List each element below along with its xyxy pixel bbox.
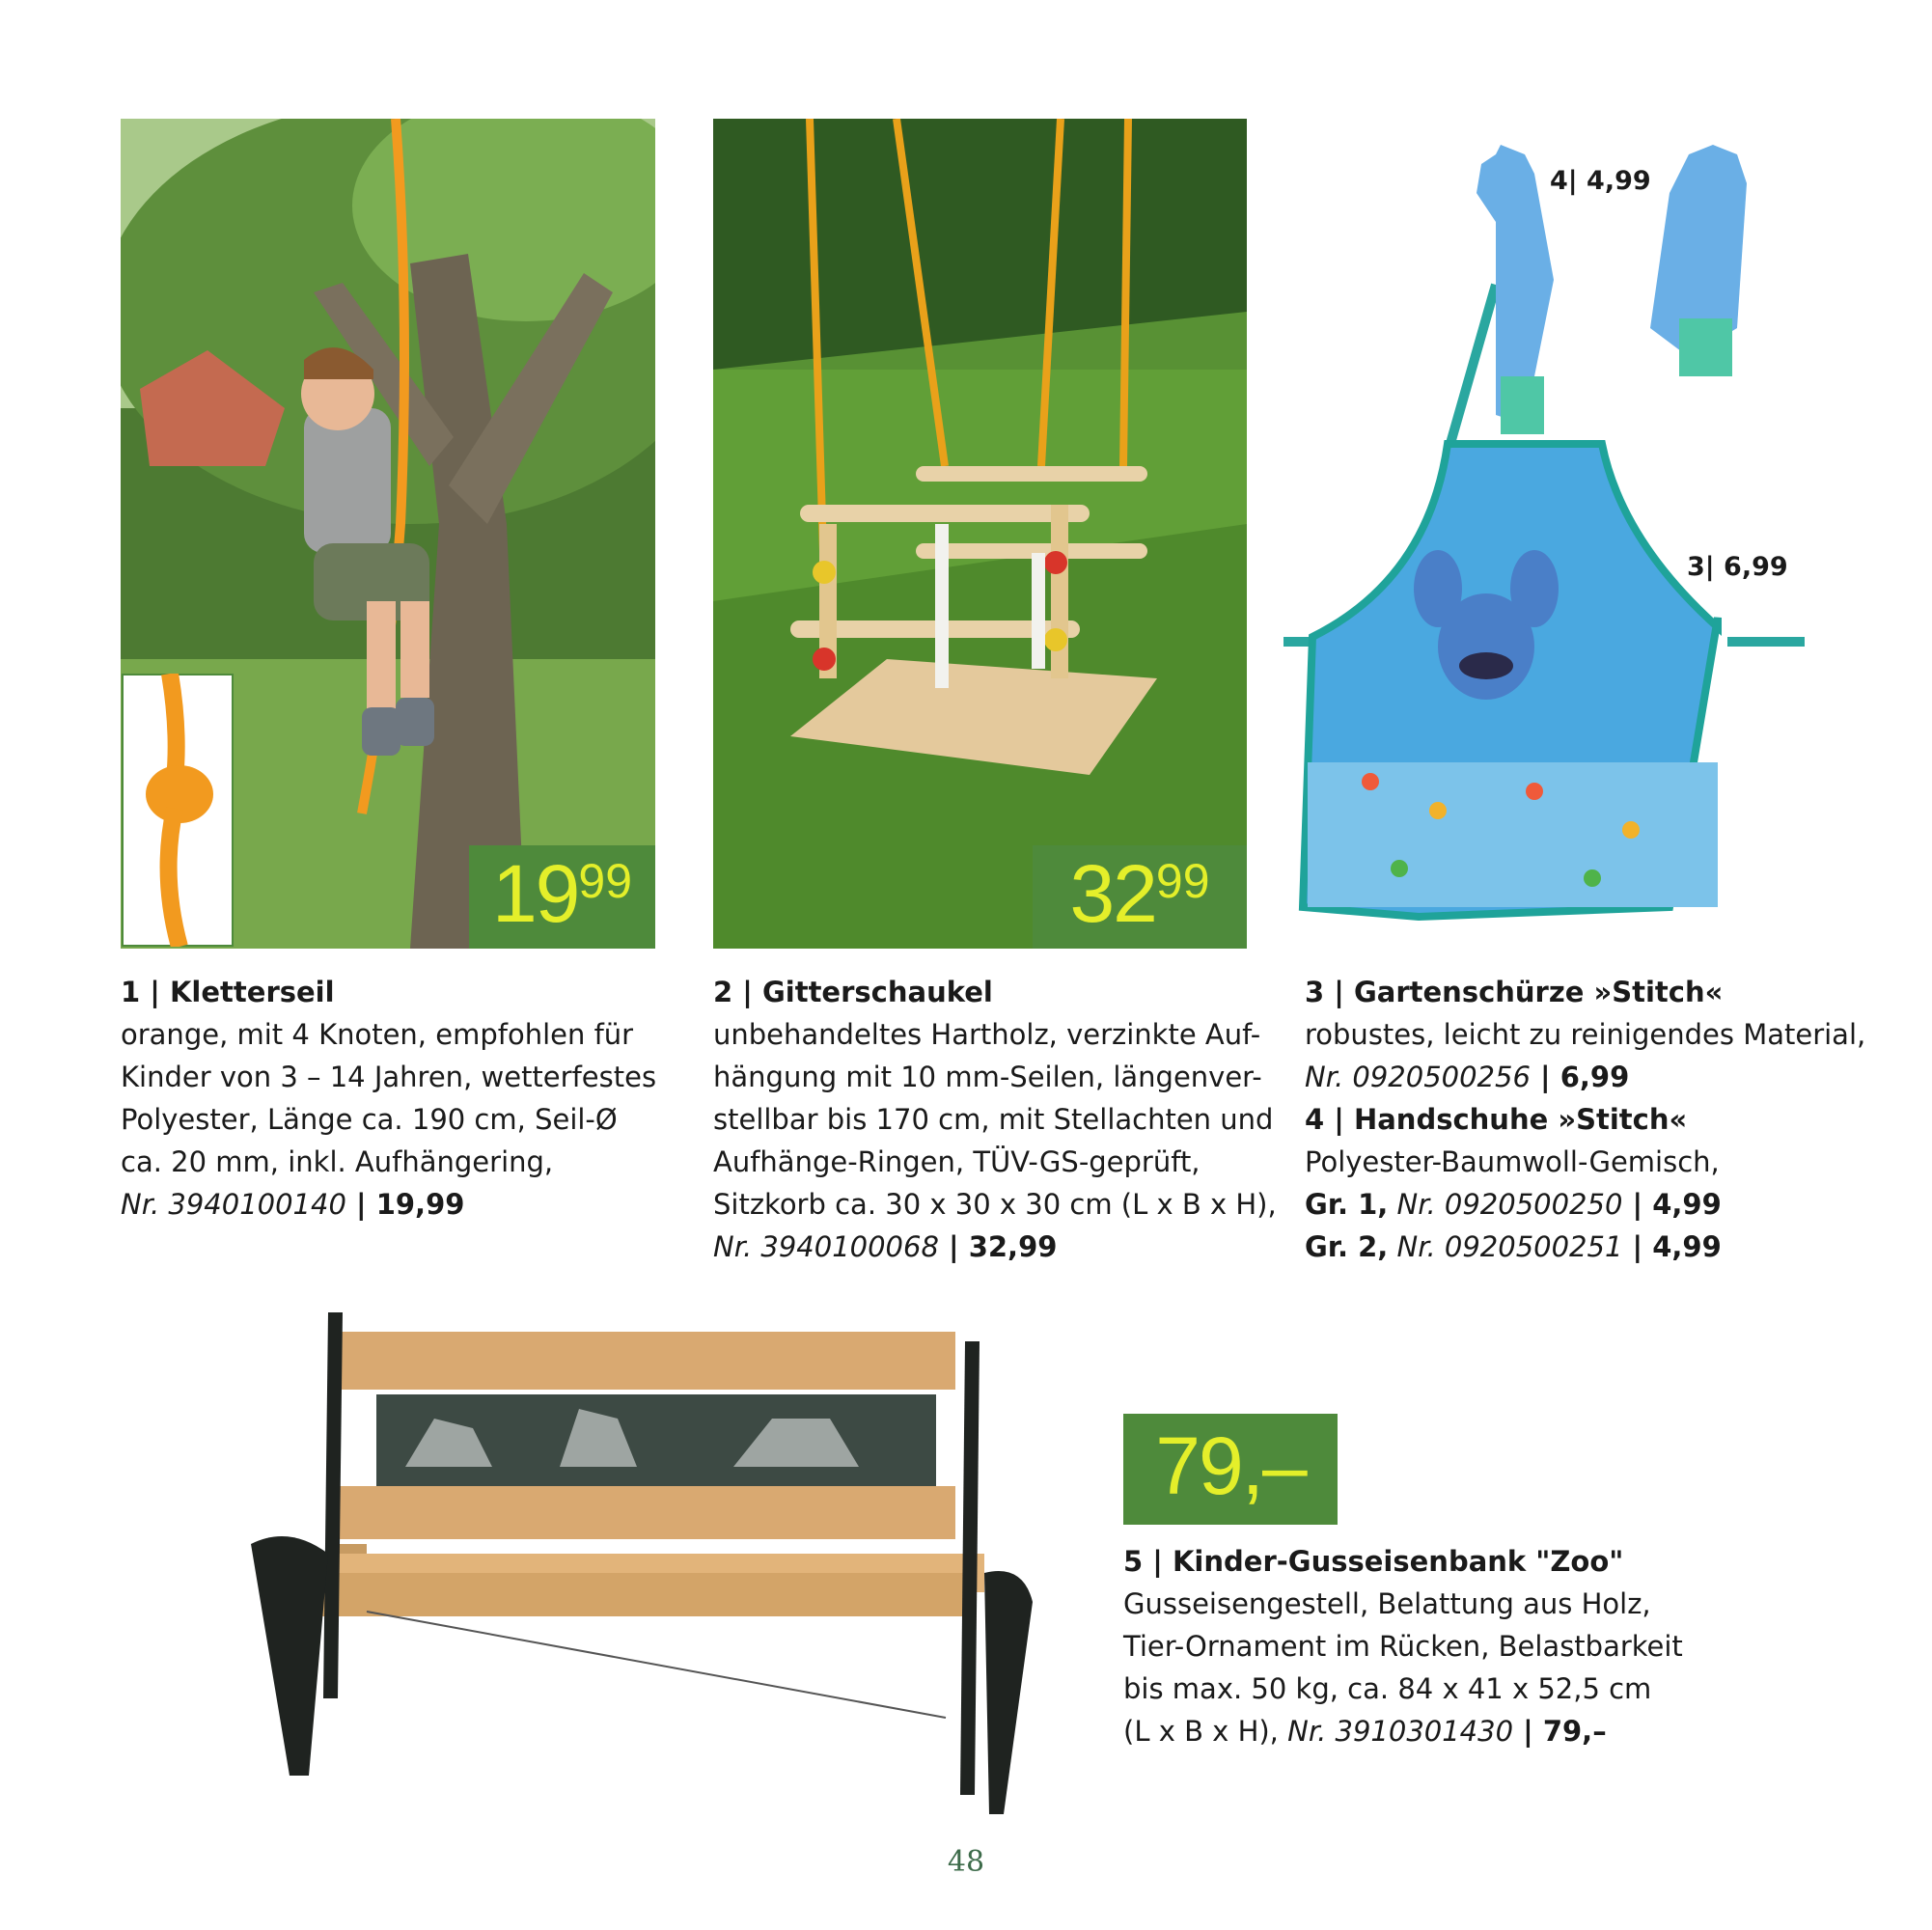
product-3-title: 3 | Gartenschürze »Stitch« [1305, 976, 1724, 1008]
order-number: Nr. 0920500256 [1305, 1061, 1531, 1093]
order-price: | 32,99 [938, 1230, 1058, 1263]
product-5-line: Gusseisengestell, Belattung aus Holz, [1123, 1587, 1651, 1620]
product-1-line: Polyester, Länge ca. 190 cm, Seil-Ø [121, 1103, 618, 1136]
product-2-title: 2 | Gitterschaukel [713, 976, 993, 1008]
product-2-order-line [713, 1226, 1277, 1268]
size-label: Gr. 2, [1305, 1230, 1389, 1263]
product-1-line: orange, mit 4 Knoten, empfohlen für [121, 1018, 634, 1051]
swing-photo [713, 119, 1247, 949]
product-4-line: Polyester-Baumwoll-Gemisch, [1305, 1145, 1720, 1178]
product-2-line: unbehandeltes Hartholz, verzinkte Auf- [713, 1018, 1261, 1051]
order-price: | 4,99 [1622, 1188, 1722, 1221]
product-1-line: ca. 20 mm, inkl. Aufhängering, [121, 1145, 554, 1178]
product-2-line: Aufhänge-Ringen, TÜV-GS-geprüft, [713, 1145, 1201, 1178]
product-2-line: hängung mit 10 mm-Seilen, längenver- [713, 1061, 1262, 1093]
apron-price-tag: 3| 6,99 [1687, 552, 1788, 582]
rope-knot-inset-photo [122, 674, 234, 947]
page-number: 48 [947, 1845, 985, 1879]
price-badge-gitterschaukel: 32 99 [1033, 845, 1247, 949]
product-3-line: robustes, leicht zu reinigendes Material, [1305, 1018, 1866, 1051]
product-4-size-2-line [1305, 1226, 1865, 1268]
order-number: Nr. 0920500250 [1388, 1188, 1623, 1221]
size-label: Gr. 1, [1305, 1188, 1389, 1221]
product-3-order-line [1305, 1056, 1865, 1098]
stitch-apron-photo [1283, 135, 1814, 955]
order-price: | 6,99 [1530, 1061, 1630, 1093]
dimension-label: (L x B x H), [1123, 1715, 1288, 1748]
order-number: Nr. 0920500251 [1388, 1230, 1623, 1263]
product-5-description [1123, 1540, 1683, 1752]
order-number: Nr. 3940100140 [121, 1188, 346, 1221]
product-5-line: bis max. 50 kg, ca. 84 x 41 x 52,5 cm [1123, 1672, 1652, 1705]
product-4-size-1-line [1305, 1183, 1865, 1226]
product-1-line: Kinder von 3 – 14 Jahren, wetterfestes [121, 1061, 657, 1093]
product-5-title: 5 | Kinder-Gusseisenbank "Zoo" [1123, 1545, 1624, 1578]
product-3-4-description [1305, 971, 1865, 1268]
order-price: | 4,99 [1622, 1230, 1722, 1263]
product-2-line: stellbar bis 170 cm, mit Stellachten und [713, 1103, 1274, 1136]
product-1-title: 1 | Kletterseil [121, 976, 335, 1008]
product-5-order-line [1123, 1710, 1683, 1752]
product-1-description [121, 971, 656, 1226]
product-2-line: Sitzkorb ca. 30 x 30 x 30 cm (L x B x H), [713, 1188, 1277, 1221]
zoo-bench-photo [232, 1312, 1052, 1834]
order-number: Nr. 3910301430 [1287, 1715, 1514, 1748]
order-price: | 79,– [1513, 1715, 1607, 1748]
price-badge-gusseisenbank: 79,– [1123, 1414, 1338, 1525]
product-5-line: Tier-Ornament im Rücken, Belastbarkeit [1123, 1630, 1683, 1663]
order-price: | 19,99 [345, 1188, 465, 1221]
gloves-price-tag: 4| 4,99 [1550, 166, 1651, 196]
product-2-description [713, 971, 1277, 1268]
product-4-title: 4 | Handschuhe »Stitch« [1305, 1103, 1688, 1136]
order-number: Nr. 3940100068 [713, 1230, 939, 1263]
product-1-order-line [121, 1183, 656, 1226]
price-badge-kletterseil: 19 99 [469, 845, 655, 949]
